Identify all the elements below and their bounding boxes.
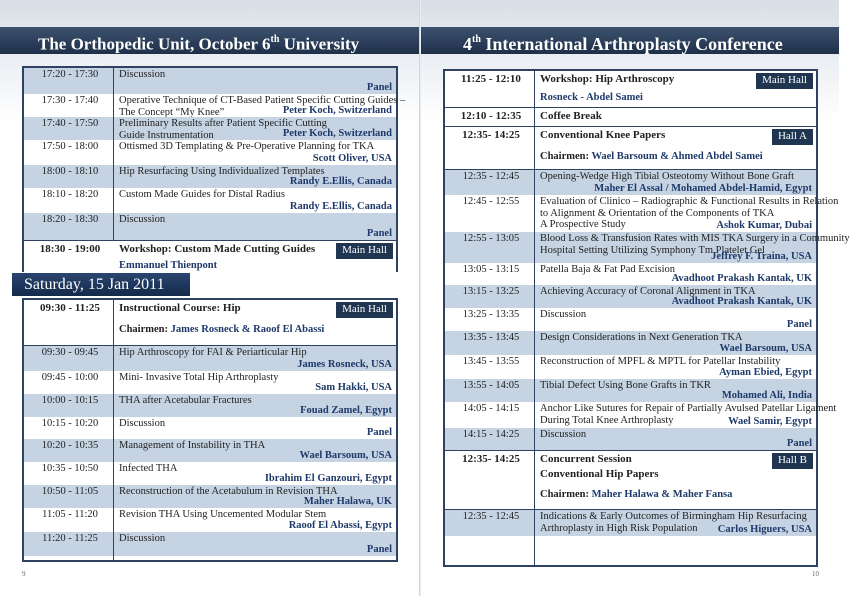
session-speaker: Wael Barsoum, USA	[299, 449, 392, 461]
session-time: 13:45 - 13:55	[462, 356, 520, 367]
break-title: Coffee Break	[540, 110, 602, 122]
session-title-line: Opening-Wedge High Tibial Osteotomy Without Bone Graft	[540, 171, 795, 182]
session-speaker: Carlos Higuers, USA	[717, 523, 812, 535]
session-time: 09:30 - 09:45	[41, 347, 99, 358]
session-title: Concurrent Session	[540, 453, 632, 465]
session-speaker: Maher Halawa, UK	[303, 495, 392, 507]
session-time: 13:25 - 13:35	[462, 309, 520, 320]
session-speaker: Raoof El Abassi, Egypt	[288, 519, 392, 531]
column-divider	[113, 300, 114, 560]
session-time: 09:45 - 10:00	[41, 372, 99, 383]
session-row	[24, 94, 406, 118]
session-title-line: Tibial Defect Using Bone Grafts in TKR	[540, 380, 711, 391]
session-title-line: Preliminary Results after Patient Specific Cutting	[119, 118, 327, 129]
left-schedule-table-morning	[22, 298, 398, 562]
session-time: 17:20 - 17:30	[41, 69, 99, 80]
chair-line	[540, 92, 643, 104]
session-title-line: Achieving Accuracy of Coronal Alignment in TKA	[540, 286, 756, 297]
workshop-time: 11:25 - 12:10	[461, 73, 521, 85]
course-header-row	[24, 300, 396, 345]
session-title-line: Reconstruction of MPFL & MPTL for Patellar Instability	[540, 356, 781, 367]
session-title-line: Discussion	[119, 69, 166, 80]
chair-line	[119, 260, 217, 272]
session-time: 12:35- 14:25	[462, 453, 520, 465]
left-schedule-table-evening	[22, 66, 406, 272]
page-number-right: 10	[812, 570, 819, 578]
session-time: 11:05 - 11:20	[42, 509, 98, 520]
chair-name: Emmanuel Thienpont	[119, 260, 218, 271]
session-speaker: Panel	[366, 543, 392, 555]
session-row	[24, 485, 396, 508]
session-row	[24, 371, 396, 394]
workshop-title: Workshop: Hip Arthroscopy	[540, 73, 675, 85]
session-speaker: Wael Barsoum, USA	[719, 342, 812, 354]
session-row	[24, 188, 396, 213]
session-row	[445, 510, 816, 536]
session-speaker: Randy E.Ellis, Canada	[289, 200, 392, 212]
session-row	[445, 232, 850, 263]
session-speaker: Sam Hakki, USA	[315, 381, 392, 393]
session-title-line: Operative Technique of CT-Based Patient Specific Cutting Guides –	[119, 95, 406, 106]
course-title: Instructional Course: Hip	[119, 302, 241, 314]
session-title-line: Anchor Like Sutures for Repair of Partially Avulsed Patellar Ligament	[540, 403, 837, 414]
session-title-line: A Prospective Study	[540, 219, 626, 230]
session-time: 10:35 - 10:50	[41, 463, 99, 474]
session-row	[24, 68, 396, 94]
session-title-line: THA after Acetabular Fractures	[119, 395, 252, 406]
session-row	[24, 462, 396, 485]
session-speaker: Ibrahim El Ganzouri, Egypt	[264, 472, 392, 484]
chair-name: James Rosneck & Raoof El Abassi	[170, 324, 325, 335]
session-row	[445, 355, 816, 379]
session-title-line: Indications & Early Outcomes of Birmingham Hip Resurfacing	[540, 511, 807, 522]
session-time: 12:55 - 13:05	[462, 233, 520, 244]
session-title-line: Evaluation of Clinico – Radiographic & Functional Results in Relation	[540, 196, 839, 207]
session-time: 12:35 - 12:45	[462, 511, 520, 522]
chair-label: Chairmen:	[540, 489, 592, 500]
session-title-line: During Total Knee Arthroplasty	[540, 414, 674, 426]
session-row	[24, 394, 396, 417]
session-time: 12:45 - 12:55	[462, 196, 520, 207]
session-speaker: Fouad Zamel, Egypt	[300, 404, 392, 416]
workshop-time: 18:30 - 19:00	[39, 243, 101, 255]
session-title-line: Discussion	[119, 533, 166, 544]
coffee-break-row	[445, 108, 816, 126]
session-speaker: Ashok Kumar, Dubai	[716, 219, 812, 231]
session-time: 18:20 - 18:30	[41, 214, 99, 225]
workshop-row	[445, 71, 816, 107]
hall-badge: Hall B	[772, 453, 813, 469]
session-title-line: Infected THA	[119, 463, 178, 474]
session-speaker: Maher El Assal / Mohamed Abdel-Hamid, Egypt	[594, 182, 812, 194]
session-time: 12:35 - 12:45	[462, 171, 520, 182]
session-row	[445, 195, 839, 232]
session-title-line: Hip Resurfacing Using Individualized Templates	[119, 166, 325, 177]
session-row	[445, 331, 816, 355]
session-speaker: Avadhoot Prakash Kantak, UK	[671, 272, 812, 284]
session-time: 10:20 - 10:35	[41, 440, 99, 451]
session-title-line: Hospital Setting Utilizing Symphony Tm Platelet Gel	[540, 244, 765, 256]
session-speaker: Peter Koch, Switzerland	[282, 127, 392, 139]
session-title: Conventional Knee Papers	[540, 129, 666, 141]
chair-label: Chairmen:	[119, 324, 171, 335]
session-title-line: Mini- Invasive Total Hip Arthroplasty	[119, 372, 279, 383]
hall-badge: Main Hall	[336, 302, 393, 318]
session-row	[445, 379, 816, 402]
concurrent-session-header	[445, 451, 816, 509]
session-title-line: The Concept “My Knee”	[119, 106, 225, 118]
chair-name: Maher Halawa & Maher Fansa	[591, 489, 733, 500]
session-speaker: Peter Koch, Switzerland	[282, 104, 392, 116]
session-title-line: Design Considerations in Next Generation TKA	[540, 332, 743, 343]
session-row	[24, 508, 396, 532]
session-title-line: Discussion	[119, 418, 166, 429]
chair-name: Rosneck - Abdel Samei	[540, 92, 643, 103]
session-title-line: Discussion	[119, 214, 166, 225]
chair-line	[540, 151, 763, 163]
session-time: 12:35- 14:25	[462, 129, 520, 141]
session-time: 14:15 - 14:25	[462, 429, 520, 440]
session-speaker: James Rosneck, USA	[297, 358, 392, 370]
session-time: 13:35 - 13:45	[462, 332, 520, 343]
session-title-line: Ottismed 3D Templating & Pre-Operative Planning for TKA	[119, 141, 375, 152]
session-time: 13:05 - 13:15	[462, 264, 520, 275]
right-schedule-table	[443, 69, 850, 567]
session-time: 11:20 - 11:25	[42, 533, 98, 544]
session-title-line: Discussion	[540, 309, 587, 320]
session-time: 17:30 - 17:40	[41, 95, 99, 106]
session-title-line: Revision THA Using Uncemented Modular Stem	[119, 509, 327, 520]
session-row	[24, 213, 396, 240]
session-row	[24, 165, 396, 188]
page-number-left: 9	[22, 570, 26, 578]
hall-badge: Main Hall	[336, 243, 393, 259]
course-time: 09:30 - 11:25	[40, 302, 100, 314]
left-header: The Orthopedic Unit, October 6th University	[0, 27, 419, 54]
session-title-line: Management of Instability in THA	[119, 440, 266, 451]
session-row	[24, 117, 396, 140]
session-row	[445, 308, 816, 331]
chair-line	[540, 489, 732, 501]
session-title-line: Discussion	[540, 429, 587, 440]
session-speaker: Wael Samir, Egypt	[728, 415, 812, 427]
session-row	[24, 417, 396, 439]
session-title-line: Blood Loss & Transfusion Rates with MIS TKA Surgery in a Community	[540, 233, 850, 244]
workshop-title: Workshop: Custom Made Cutting Guides	[119, 243, 316, 255]
session-title-line: Arthroplasty in High Risk Population	[540, 522, 698, 534]
page-spine	[419, 0, 421, 596]
session-row	[24, 439, 396, 462]
session-title-line: Hip Arthroscopy for FAI & Periarticular Hip	[119, 347, 307, 358]
session-speaker: Panel	[786, 437, 812, 449]
column-divider	[534, 71, 535, 565]
session-row	[445, 428, 816, 450]
session-title-line: to Alignment & Orientation of the Components of TKA	[540, 207, 775, 219]
session-speaker: Panel	[786, 318, 812, 330]
session-time: 10:50 - 11:05	[41, 486, 99, 497]
session-title-line: Reconstruction of the Acetabulum in Revision THA	[119, 486, 338, 497]
knee-session-header	[445, 127, 816, 169]
session-time: 17:40 - 17:50	[41, 118, 99, 129]
session-row	[445, 285, 816, 308]
workshop-row	[24, 241, 396, 277]
session-speaker: Panel	[366, 227, 392, 239]
hall-badge: Main Hall	[756, 73, 813, 89]
session-row	[24, 346, 396, 371]
session-row	[24, 140, 396, 165]
session-time: 10:00 - 10:15	[41, 395, 99, 406]
session-speaker: Ayman Ebied, Egypt	[719, 366, 812, 378]
session-time: 13:15 - 13:25	[462, 286, 520, 297]
session-title-line: Guide Instrumentation	[119, 129, 214, 141]
session-time: 10:15 - 10:20	[41, 418, 99, 429]
session-time: 17:50 - 18:00	[41, 141, 99, 152]
session-speaker: Mohamed Ali, India	[721, 389, 812, 401]
session-speaker: Scott Oliver, USA	[312, 152, 392, 164]
day-label: Saturday, 15 Jan 2011	[12, 273, 190, 296]
chair-line	[119, 324, 324, 336]
session-time: 18:00 - 18:10	[41, 166, 99, 177]
session-time: 18:10 - 18:20	[41, 189, 99, 200]
break-time: 12:10 - 12:35	[460, 110, 522, 122]
session-title-line: Patella Baja & Fat Pad Excision	[540, 264, 676, 275]
session-speaker: Panel	[366, 81, 392, 93]
session-row	[445, 402, 837, 428]
session-subtitle: Conventional Hip Papers	[540, 468, 659, 480]
session-title-line: Custom Made Guides for Distal Radius	[119, 189, 285, 200]
session-speaker: Jeffrey F. Traina, USA	[711, 250, 812, 262]
session-row	[24, 532, 396, 556]
session-time: 13:55 - 14:05	[462, 380, 520, 391]
session-time: 14:05 - 14:15	[462, 403, 520, 414]
session-speaker: Panel	[366, 426, 392, 438]
chair-name: Wael Barsoum & Ahmed Abdel Samei	[591, 151, 763, 162]
session-speaker: Avadhoot Prakash Kantak, UK	[671, 295, 812, 307]
session-speaker: Randy E.Ellis, Canada	[289, 175, 392, 187]
chair-label: Chairmen:	[540, 151, 592, 162]
hall-badge: Hall A	[772, 129, 813, 145]
session-row	[445, 170, 816, 195]
right-header: 4th International Arthroplasty Conference	[421, 27, 839, 54]
session-row	[445, 263, 816, 285]
